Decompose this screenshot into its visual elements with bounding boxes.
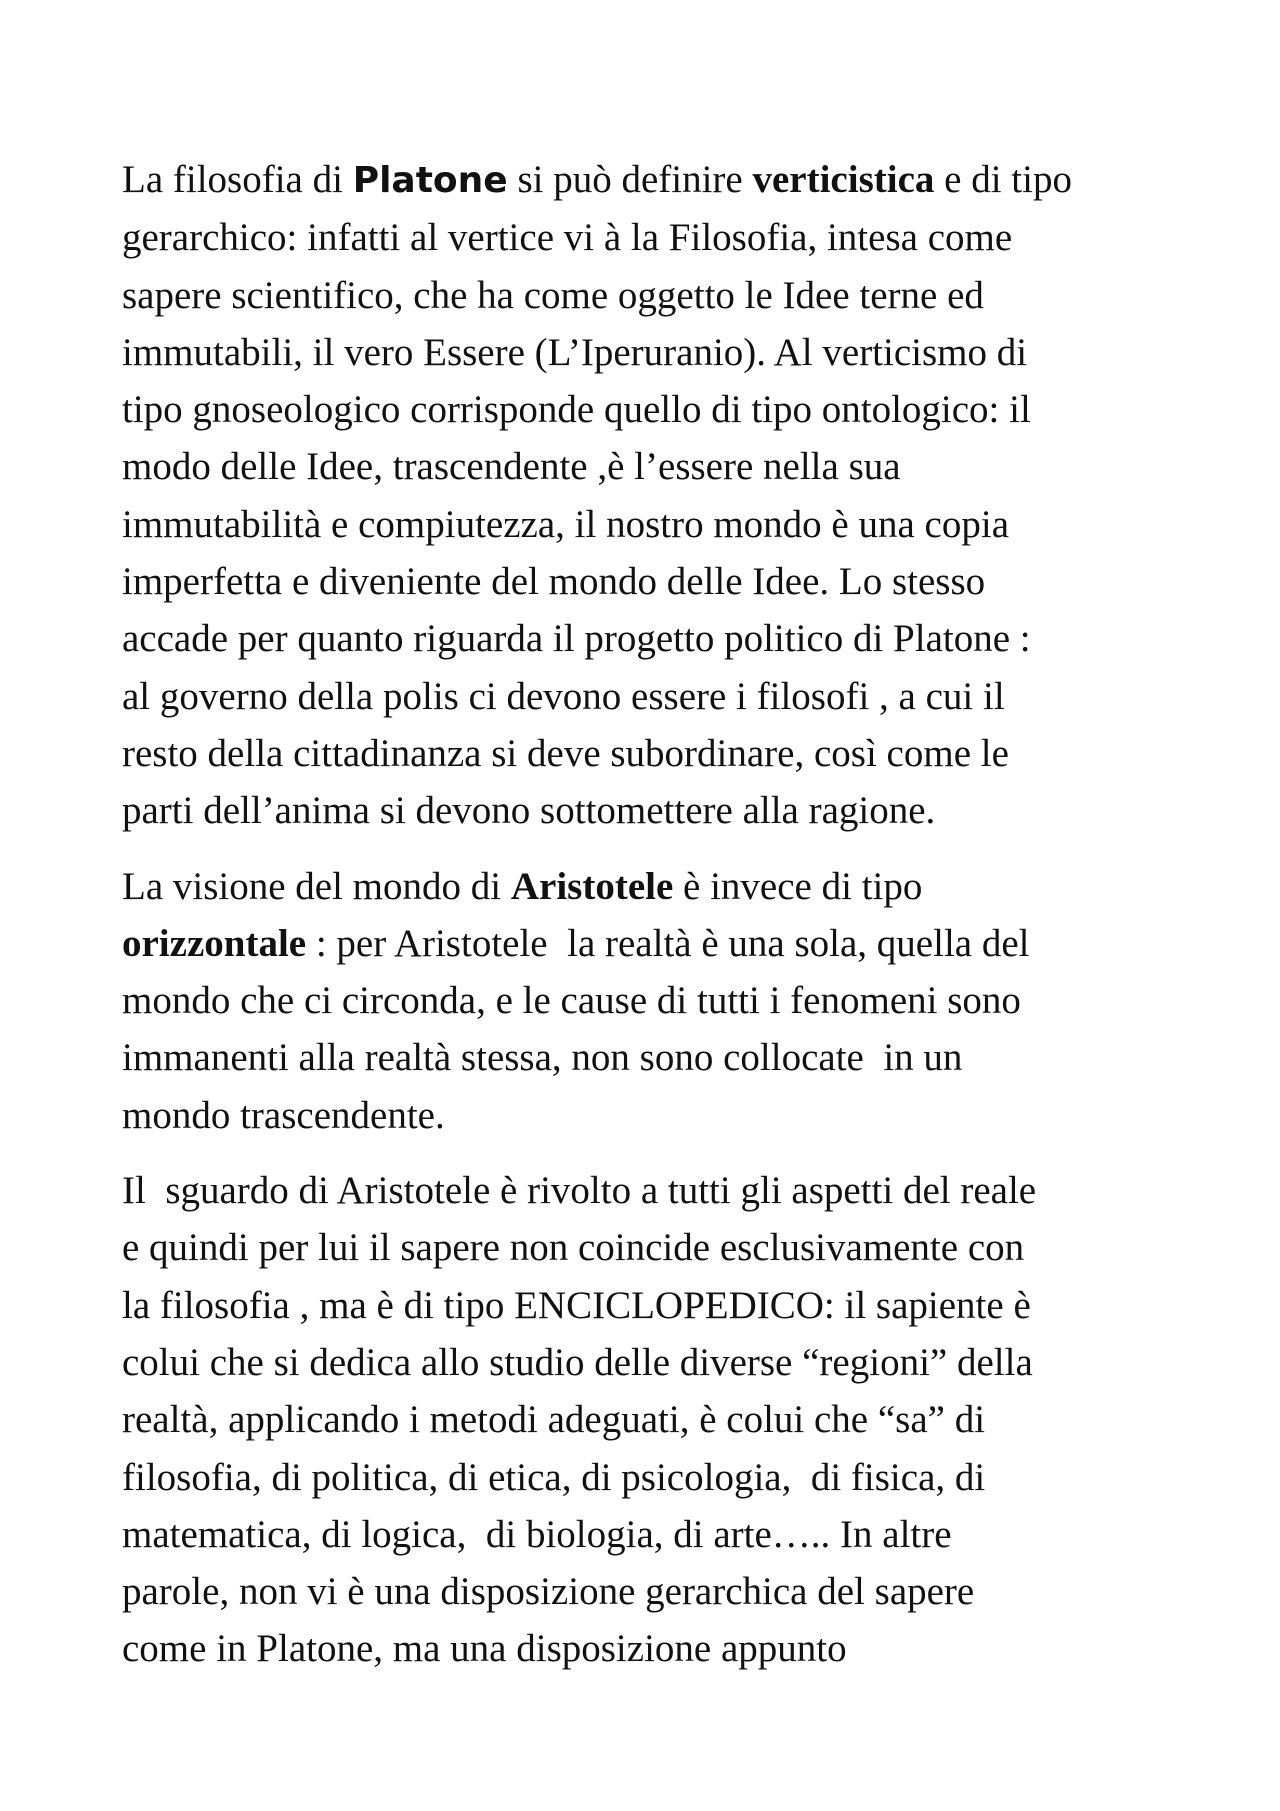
- text-line: colui che si dedica allo studio delle diverse “regioni” della: [122, 1340, 1033, 1384]
- bold-term-aristotele: Aristotele: [510, 864, 674, 908]
- text-line: sapere scientifico, che ha come oggetto le Idee terne ed: [122, 273, 984, 317]
- bold-term-platone: Platone: [352, 160, 508, 201]
- paragraph-platone: [122, 151, 1172, 840]
- text-line: parole, non vi è una disposizione gerarchica del sapere: [122, 1570, 975, 1614]
- text-line: orizzontale : per Aristotele la realtà è una sola, quella del: [122, 921, 1030, 965]
- text-line: La filosofia di Platone si può definire verticistica e di tipo: [122, 158, 1072, 201]
- text-line: immutabilità e compiutezza, il nostro mondo è una copia: [122, 502, 1010, 546]
- text-line: mondo che ci circonda, e le cause di tutti i fenomeni sono: [122, 979, 1021, 1023]
- text-line: La visione del mondo di Aristotele è invece di tipo: [122, 864, 923, 908]
- text-line: e quindi per lui il sapere non coincide esclusivamente con: [122, 1226, 1025, 1270]
- text-line: immanenti alla realtà stessa, non sono collocate in un: [122, 1036, 963, 1080]
- text-line: imperfetta e diveniente del mondo delle Idee. Lo stesso: [122, 560, 986, 604]
- text-line: Il sguardo di Aristotele è rivolto a tutti gli aspetti del reale: [122, 1169, 1037, 1213]
- text-line: parti dell’anima si devono sottomettere alla ragione.: [122, 789, 936, 833]
- text-line: mondo trascendente.: [122, 1093, 445, 1137]
- text-line: tipo gnoseologico corrisponde quello di tipo ontologico: il: [122, 388, 1031, 432]
- text-line: gerarchico: infatti al vertice vi à la Filosofia, intesa come: [122, 216, 1013, 260]
- text-line: matematica, di logica, di biologia, di arte….. In altre: [122, 1512, 952, 1556]
- bold-term-verticistica: verticistica: [752, 158, 935, 201]
- text-line: al governo della polis ci devono essere i filosofi , a cui il: [122, 674, 1005, 718]
- text-line: resto della cittadinanza si deve subordinare, così come le: [122, 731, 1009, 775]
- text-line: immutabili, il vero Essere (L’Iperuranio). Al verticismo di: [122, 330, 1028, 374]
- document-body: [122, 151, 1172, 1696]
- text-line: modo delle Idee, trascendente ,è l’essere nella sua: [122, 445, 901, 489]
- text-line: accade per quanto riguarda il progetto politico di Platone :: [122, 617, 1031, 661]
- bold-term-orizzontale: orizzontale: [122, 921, 307, 965]
- text-line: come in Platone, ma una disposizione appunto: [122, 1627, 847, 1671]
- paragraph-enciclopedico: [122, 1162, 1172, 1678]
- paragraph-aristotele: [122, 858, 1172, 1144]
- text-line: filosofia, di politica, di etica, di psicologia, di fisica, di: [122, 1455, 986, 1499]
- text-line: realtà, applicando i metodi adeguati, è colui che “sa” di: [122, 1398, 986, 1442]
- text-line: la filosofia , ma è di tipo ENCICLOPEDICO: il sapiente è: [122, 1283, 1031, 1327]
